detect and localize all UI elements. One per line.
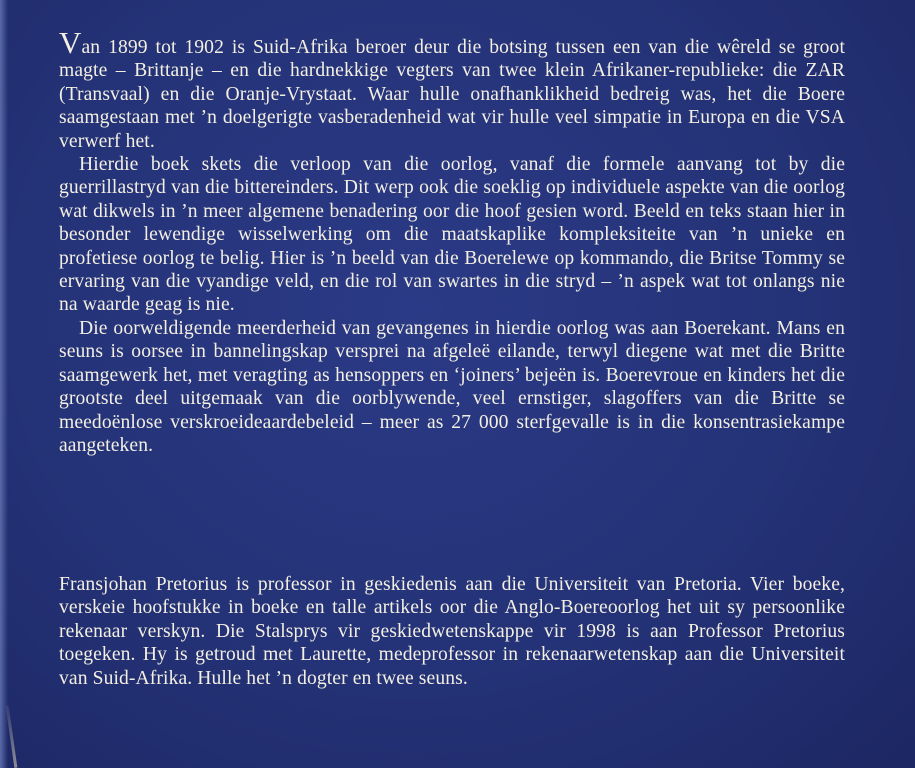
drop-cap: V — [59, 25, 82, 60]
author-bio — [59, 573, 845, 690]
blurb-paragraph-1 — [59, 25, 845, 153]
author-bio-text: Fransjohan Pretorius is professor in geskiedenis aan die Universiteit van Pretoria. Vier boeke, verskeie hoofstukke in boeke en talle artikels oor die Anglo-Boereoorlog het uit sy persoonlike rekenaar verskyn. Die Stalsprys vir geskiedwetenskappe vir 1998 is aan Professor Pretorius toegeken. Hy is getroud met Laurette, medeprofessor in rekenaarwetenskap aan die Universiteit van Suid-Afrika. Hulle het ’n dogter en twee seuns. — [59, 574, 845, 689]
book-blurb — [59, 25, 845, 457]
blurb-paragraph-1-text: an 1899 tot 1902 is Suid-Afrika beroer deur die botsing tussen een van die wêreld se groot magte – Brittanje – en die hardnekkige vegters van twee klein Afrikaner-republieke: die ZAR (Transvaal) en die Oranje-Vrystaat. Waar hulle onafhanklikheid bedreig was, het die Boere saamgestaan met ’n doelgerigte vasberadenheid wat vir hulle veel simpatie in Europa en die VSA verwerf het. — [59, 37, 845, 152]
blurb-paragraph-2: Hierdie boek skets die verloop van die oorlog, vanaf die formele aanvang tot by die guerrillastryd van die bittereinders. Dit werp ook die soeklig op individuele aspekte van die oorlog wat dikwels in ’n meer algemene benadering oor die hoof gesien word. Beeld en teks staan hier in besonder lewendige wisselwerking om die maatskaplike kompleksiteite van ’n unieke en profetiese oorlog te belig. Hier is ’n beeld van die Boerelewe op kommando, die Britse Tommy se ervaring van die vyandige veld, en die rol van swartes in die stryd – ’n aspek wat tot onlangs nie na waarde geag is nie. — [59, 154, 845, 316]
blurb-paragraph-3: Die oorweldigende meerderheid van gevangenes in hierdie oorlog was aan Boerekant. Mans en seuns is oorsee in bannelingskap versprei na afgeleë eilande, terwyl diegene wat met die Britte saamgewerk het, met veragting as hensoppers en ‘joiners’ bejeën is. Boerevroue en kinders het die grootste deel uitgemaak van die oorblywende, veel ernstiger, slagoffers van die Britte se meedoënlose verskroeideaardebeleid – meer as 27 000 sterfgevalle is in die konsentrasiekampe aangeteken. — [59, 317, 845, 456]
cover-edge — [0, 0, 8, 768]
